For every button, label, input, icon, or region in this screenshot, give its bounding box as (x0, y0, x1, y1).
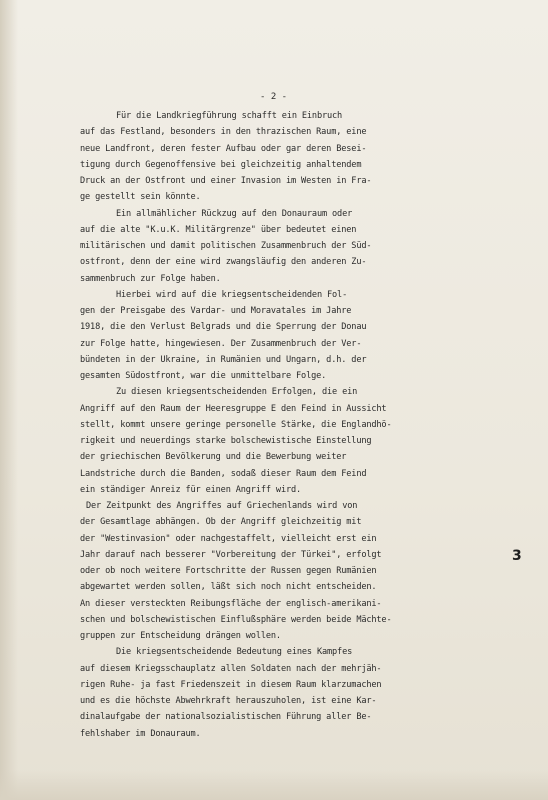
text-line: Die kriegsentscheidende Bedeutung eines Kampfes (116, 647, 353, 658)
text-line: ge gestellt sein könnte. (80, 192, 201, 203)
text-line: der griechischen Bevölkerung und die Bewerbung weiter (80, 452, 347, 463)
text-line: tigung durch Gegenoffensive bei gleichzeitig anhaltendem (80, 159, 362, 170)
text-line: schen und bolschewistischen Einflußsphäre werden beide Mächte- (80, 614, 392, 625)
page-bottom-shadow (0, 770, 548, 800)
text-line: der "Westinvasion" oder nachgestaffelt, vielleicht erst ein (80, 533, 377, 544)
text-line: rigkeit und neuerdings starke bolschewistische Einstellung (80, 436, 372, 446)
margin-mark: 3 (512, 548, 522, 564)
text-line: auf das Festland, besonders in den thrazischen Raum, eine (80, 127, 367, 138)
text-line: Zu diesen kriegsentscheidenden Erfolgen, die ein (116, 387, 358, 398)
text-line: militärischen und damit politischen Zusammenbruch der Süd- (80, 241, 372, 251)
text-line: auf die alte "K.u.K. Militärgrenze" über bedeutet einen (80, 224, 357, 235)
text-line: Der Zeitpunkt des Angriffes auf Griechenlands wird von (86, 501, 358, 511)
text-line: der Gesamtlage abhängen. Ob der Angriff gleichzeitig mit (80, 517, 362, 528)
text-line: Ein allmählicher Rückzug auf den Donauraum oder (116, 208, 353, 219)
text-line: Für die Landkriegführung schafft ein Einbruch (116, 111, 343, 121)
text-line: dinalaufgabe der nationalsozialistischen Führung aller Be- (80, 712, 372, 723)
text-line: neue Landfront, deren fester Aufbau oder gar deren Besei- (80, 143, 367, 154)
page-number: - 2 - (260, 92, 288, 102)
text-line: Druck an der Ostfront und einer Invasion im Westen in Fra- (80, 176, 372, 186)
text-line: ostfront, denn der eine wird zwangsläufig den anderen Zu- (80, 257, 367, 268)
text-line: abgewartet werden sollen, läßt sich noch nicht entscheiden. (80, 582, 377, 593)
text-line: oder ob noch weitere Fortschritte der Russen gegen Rumänien (80, 566, 377, 576)
text-line: ein ständiger Anreiz für einen Angriff wird. (80, 484, 302, 495)
text-line: gruppen zur Entscheidung drängen wollen. (80, 631, 281, 641)
text-line: und es die höchste Abwehrkraft herauszuholen, ist eine Kar- (80, 696, 377, 706)
text-line: Angriff auf den Raum der Heeresgruppe E den Feind in Aussicht (80, 403, 387, 414)
text-line: Jahr darauf nach besserer "Vorbereitung der Türkei", erfolgt (80, 549, 382, 560)
text-line: gesamten Südostfront, war die unmittelbare Folge. (80, 371, 327, 381)
document-body (80, 108, 460, 742)
text-line: An dieser versteckten Reibungsfläche der englisch-amerikani- (80, 598, 382, 609)
text-line: zur Folge hatte, hingewiesen. Der Zusammenbruch der Ver- (80, 338, 362, 349)
text-line: auf diesem Kriegsschauplatz allen Soldaten nach der mehrjäh- (80, 663, 382, 674)
text-line: stellt, kommt unsere geringe personelle Stärke, die Englandhö- (80, 419, 392, 430)
text-line: 1918, die den Verlust Belgrads und die Sperrung der Donau (80, 322, 367, 333)
page-edge-shadow (0, 0, 18, 800)
text-line: rigen Ruhe- ja fast Friedenszeit in diesem Raum klarzumachen (80, 679, 382, 690)
text-line: sammenbruch zur Folge haben. (80, 273, 221, 284)
text-line: fehlshaber im Donauraum. (80, 728, 201, 739)
text-line: Hierbei wird auf die kriegsentscheidenden Fol- (116, 289, 348, 300)
text-line: bündeten in der Ukraine, in Rumänien und Ungarn, d.h. der (80, 354, 367, 365)
text-line: gen der Preisgabe des Vardar- und Moravatales im Jahre (80, 306, 352, 316)
text-line: Landstriche durch die Banden, sodaß dieser Raum dem Feind (80, 468, 367, 479)
